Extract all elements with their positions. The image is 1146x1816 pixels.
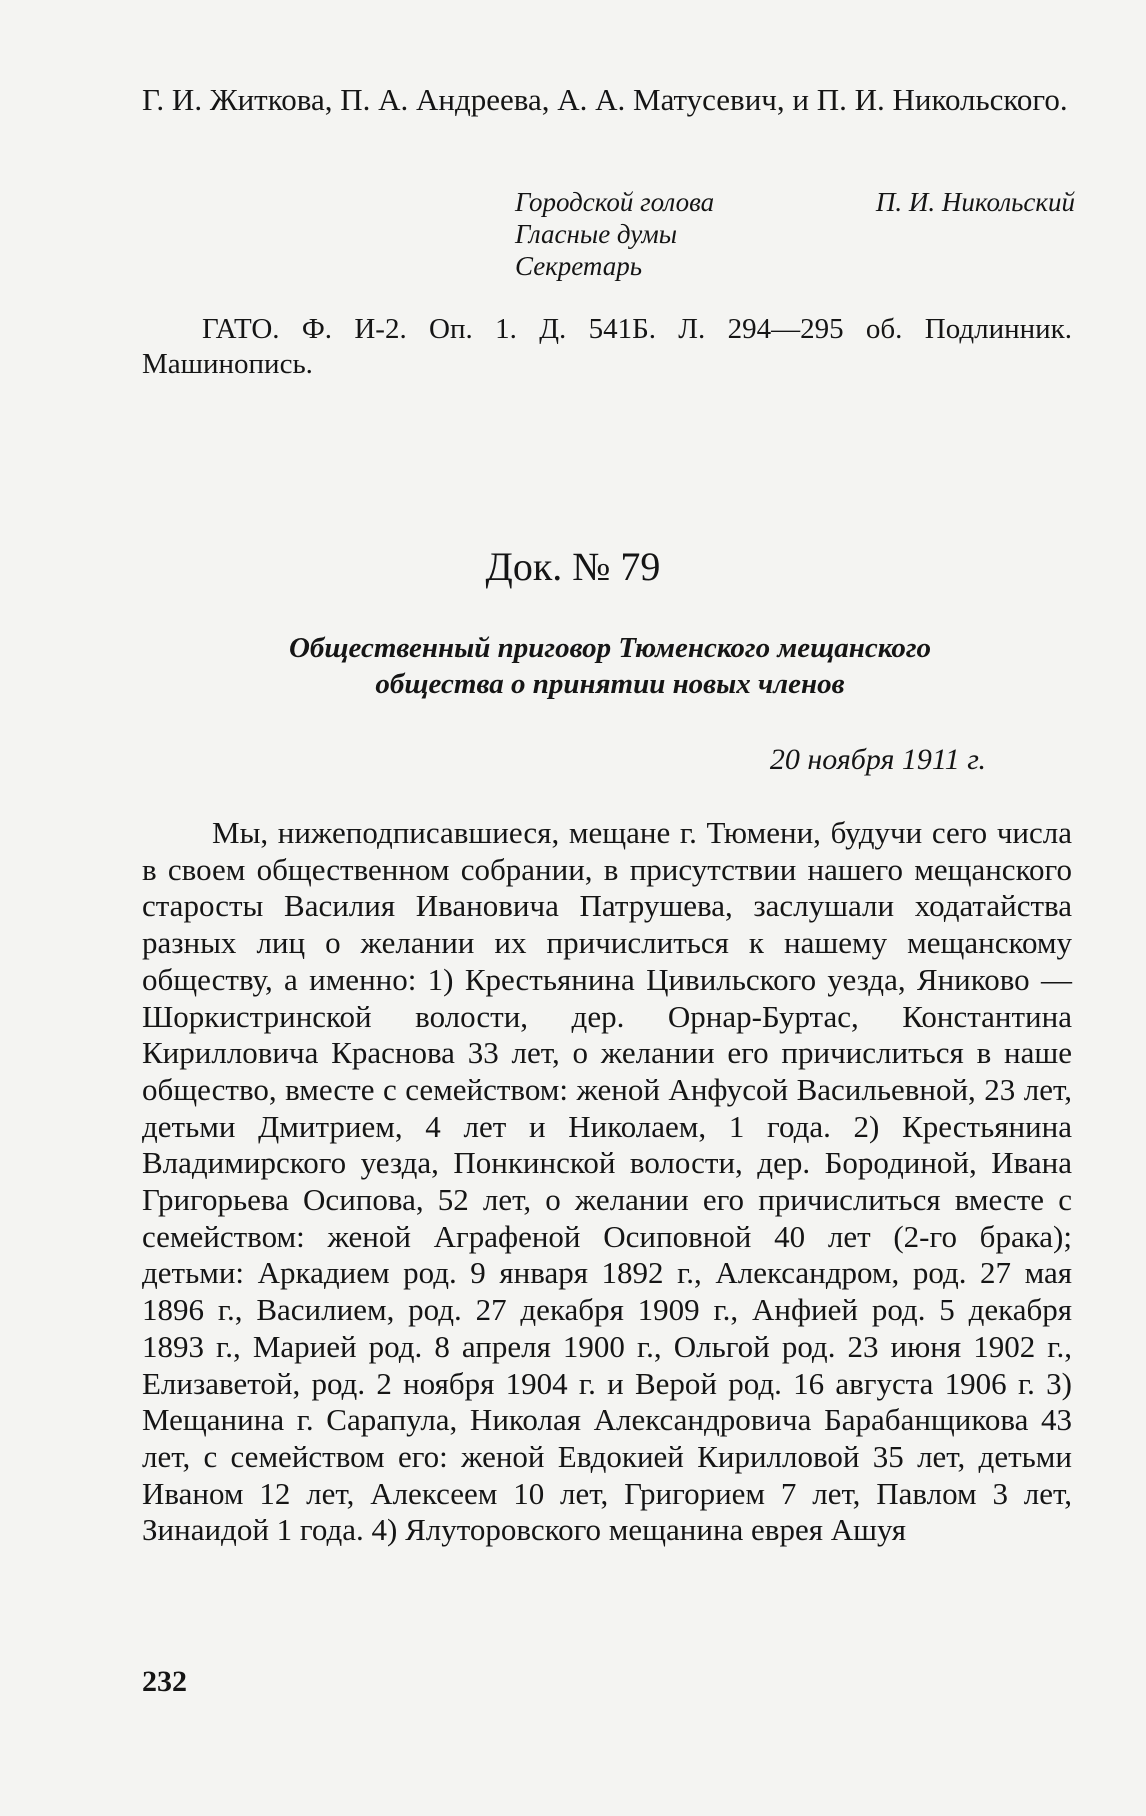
- archive-reference: [142, 312, 1072, 382]
- signature-title: Городской голова: [515, 187, 715, 217]
- intro-paragraph: Г. И. Житкова, П. А. Андреева, А. А. Матусевич, и П. И. Никольского.: [142, 82, 1068, 117]
- document-body: Мы, нижеподписавшиеся, мещане г. Тюмени, будучи сего числа в своем общественном собрании, в присутствии нашего мещанского старосты Василия Ивановича Патрушева, заслушали ходатайства разных лиц о желании их причислиться к нашему мещанскому обществу, а именно: 1) Крестьянина Цивильского уезда, Яниково — Шоркистринской волости, дер. Орнар-Буртас, Константина Кирилловича Краснова 33 лет, о желании его причислиться в наше общество, вместе с семейством: женой Анфусой Васильевной, 23 лет, детьми Дмитрием, 4 лет и Николаем, 1 года. 2) Крестьянина Владимирского уезда, Понкинской волости, дер. Бородиной, Ивана Григорьева Осипова, 52 лет, о желании его причислиться вместе с семейством: женой Аграфеной Осиповной 40 лет (2-го брака); детьми: Аркадием род. 9 января 1892 г., Александром, род. 27 мая 1896 г., Василием, род. 27 декабря 1909 г., Анфией род. 5 декабря 1893 г., Марией род. 8 апреля 1900 г., Ольгой род. 23 июня 1902 г., Елизаветой, род. 2 ноября 1904 г. и Верой род. 16 августа 1906 г. 3) Мещанина г. Сарапула, Николая Александровича Барабанщикова 43 лет, с семейством его: женой Евдокией Кирилловой 35 лет, детьми Иваном 12 лет, Алексеем 10 лет, Григорием 7 лет, Павлом 3 лет, Зинаидой 1 года. 4) Ялуторовского мещанина еврея Ашуя: [142, 815, 1072, 1548]
- signature-title: Гласные думы: [515, 219, 678, 249]
- signature-row: [515, 250, 1075, 282]
- document-date: 20 ноября 1911 г.: [769, 743, 986, 776]
- document-title-line: общества о принятии новых членов: [375, 668, 845, 700]
- document-title: [190, 630, 1030, 702]
- signature-row: [515, 186, 1075, 218]
- page-number: 232: [142, 1665, 187, 1698]
- signature-block: [515, 186, 1075, 282]
- document-number: Док. № 79: [485, 544, 661, 589]
- archive-reference-text: ГАТО. Ф. И-2. Оп. 1. Д. 541Б. Л. 294—295 об. Подлинник. Машинопись.: [142, 313, 1072, 380]
- document-title-line: Общественный приговор Тюменского мещанского: [288, 632, 932, 664]
- signature-row: [515, 218, 1075, 250]
- signature-title: Секретарь: [515, 251, 643, 281]
- signature-name: П. И. Никольский: [875, 187, 1075, 217]
